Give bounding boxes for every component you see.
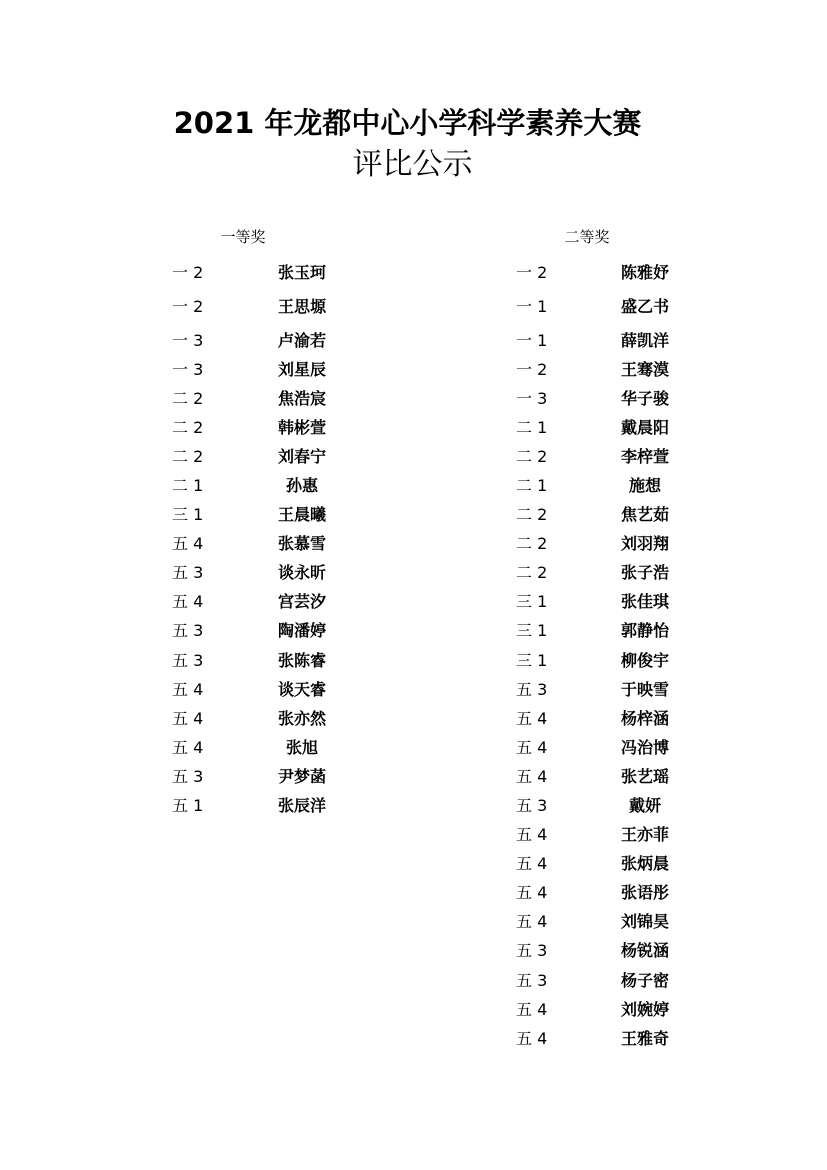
student-name: 卢渝若 <box>277 331 326 350</box>
student-name: 薛凯洋 <box>620 331 669 350</box>
grade-class: 五 4 <box>172 709 204 728</box>
document-title: 2021 年龙都中心小学科学素养大赛 <box>173 106 642 140</box>
grade-class: 五 4 <box>516 709 548 728</box>
grade-class: 五 4 <box>516 825 548 844</box>
student-name: 王骞漠 <box>620 360 669 379</box>
student-name: 张旭 <box>285 738 318 757</box>
student-name: 杨子密 <box>620 971 669 990</box>
grade-class: 五 4 <box>516 883 548 902</box>
grade-class: 二 2 <box>516 447 548 466</box>
student-name: 李梓萱 <box>620 447 669 466</box>
grade-class: 二 2 <box>172 447 204 466</box>
grade-class: 五 3 <box>172 767 204 786</box>
grade-class: 五 4 <box>172 680 204 699</box>
grade-class: 五 3 <box>516 796 548 815</box>
grade-class: 二 1 <box>516 476 548 495</box>
grade-class: 五 4 <box>172 534 204 553</box>
grade-class: 一 3 <box>516 389 548 408</box>
student-name: 戴妍 <box>628 796 661 815</box>
student-name: 张艺瑶 <box>620 767 669 786</box>
grade-class: 五 3 <box>172 621 204 640</box>
second-prize-heading: 二等奖 <box>564 228 610 246</box>
grade-class: 一 2 <box>172 297 204 316</box>
grade-class: 五 1 <box>172 796 204 815</box>
student-name: 张玉珂 <box>277 263 326 282</box>
student-name: 尹梦菡 <box>277 767 326 786</box>
grade-class: 二 1 <box>172 476 204 495</box>
student-name: 张子浩 <box>620 563 669 582</box>
grade-class: 二 2 <box>516 505 548 524</box>
student-name: 杨锐涵 <box>620 941 669 960</box>
student-name: 陶潘婷 <box>277 621 326 640</box>
student-name: 张慕雪 <box>277 534 326 553</box>
grade-class: 五 4 <box>516 1000 548 1019</box>
grade-class: 三 1 <box>516 651 548 670</box>
student-name: 刘锦昊 <box>620 912 669 931</box>
student-name: 王亦菲 <box>620 825 669 844</box>
grade-class: 五 4 <box>516 738 548 757</box>
grade-class: 一 3 <box>172 360 204 379</box>
student-name: 孙惠 <box>285 476 318 495</box>
grade-class: 二 2 <box>516 563 548 582</box>
student-name: 张陈睿 <box>277 651 326 670</box>
student-name: 张语彤 <box>620 883 669 902</box>
student-name: 谈永昕 <box>277 563 326 582</box>
student-name: 盛乙书 <box>620 297 669 316</box>
document-subtitle: 评比公示 <box>352 147 473 182</box>
grade-class: 三 1 <box>516 592 548 611</box>
student-name: 柳俊宇 <box>620 651 669 670</box>
student-name: 张辰洋 <box>277 796 326 815</box>
grade-class: 五 4 <box>172 738 204 757</box>
student-name: 张炳晨 <box>620 854 669 873</box>
student-name: 王晨曦 <box>277 505 326 524</box>
student-name: 华子骏 <box>620 389 669 408</box>
student-name: 张佳琪 <box>620 592 669 611</box>
student-name: 刘婉婷 <box>620 1000 669 1019</box>
student-name: 谈天睿 <box>277 680 326 699</box>
grade-class: 二 2 <box>172 418 204 437</box>
grade-class: 一 1 <box>516 297 548 316</box>
student-name: 王雅奇 <box>620 1029 669 1048</box>
grade-class: 五 3 <box>172 563 204 582</box>
student-name: 刘春宁 <box>277 447 326 466</box>
grade-class: 五 4 <box>516 854 548 873</box>
student-name: 戴晨阳 <box>620 418 669 437</box>
grade-class: 一 2 <box>516 263 548 282</box>
student-name: 陈雅妤 <box>620 263 669 282</box>
grade-class: 二 1 <box>516 418 548 437</box>
grade-class: 五 3 <box>172 651 204 670</box>
grade-class: 一 2 <box>516 360 548 379</box>
grade-class: 一 1 <box>516 331 548 350</box>
student-name: 刘星辰 <box>277 360 326 379</box>
grade-class: 五 3 <box>516 680 548 699</box>
student-name: 焦浩宸 <box>277 389 326 408</box>
student-name: 宫芸汐 <box>277 592 326 611</box>
grade-class: 五 4 <box>516 912 548 931</box>
student-name: 韩彬萱 <box>277 418 326 437</box>
student-name: 施想 <box>628 476 661 495</box>
grade-class: 五 4 <box>516 1029 548 1048</box>
grade-class: 三 1 <box>172 505 204 524</box>
grade-class: 五 4 <box>172 592 204 611</box>
student-name: 王思塬 <box>277 297 326 316</box>
grade-class: 一 2 <box>172 263 204 282</box>
grade-class: 五 3 <box>516 971 548 990</box>
grade-class: 一 3 <box>172 331 204 350</box>
student-name: 冯治博 <box>620 738 669 757</box>
student-name: 杨梓涵 <box>620 709 669 728</box>
grade-class: 三 1 <box>516 621 548 640</box>
grade-class: 二 2 <box>516 534 548 553</box>
first-prize-heading: 一等奖 <box>220 228 266 246</box>
grade-class: 二 2 <box>172 389 204 408</box>
student-name: 焦艺茹 <box>620 505 669 524</box>
student-name: 于映雪 <box>620 680 669 699</box>
student-name: 刘羽翔 <box>620 534 669 553</box>
grade-class: 五 3 <box>516 941 548 960</box>
grade-class: 五 4 <box>516 767 548 786</box>
student-name: 张亦然 <box>277 709 326 728</box>
student-name: 郭静怡 <box>620 621 669 640</box>
